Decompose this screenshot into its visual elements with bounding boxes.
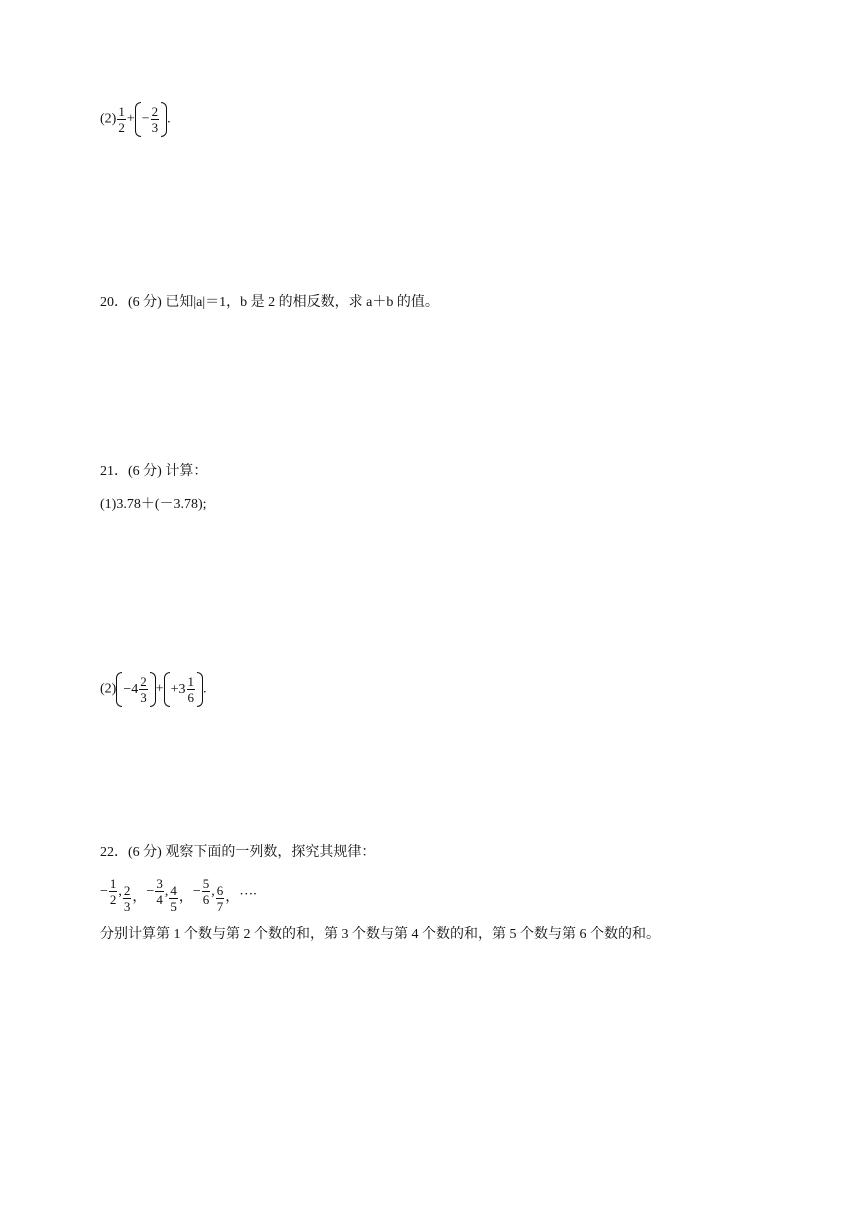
sequence-term: $\frac{6}{7}$ ， [216,882,240,914]
q19-paren-group: − $\frac{2}{3}$ [135,102,167,137]
q21-op: + [155,681,164,697]
q19-part2-label: (2) [100,111,117,127]
q19-fraction-1: $\frac{1}{2}$ [118,104,125,135]
sequence-term: $\frac{4}{5}$ ， [170,882,193,914]
sequence-term: − $\frac{5}{6}$ , [192,876,215,907]
q19-plus: + [126,111,135,127]
sequence-fraction: $\frac{6}{7}$ [216,882,224,914]
q21-term1-paren [116,672,155,707]
q21-term2-paren [164,672,203,707]
q22-task: 分别计算第 1 个数与第 2 个数的和，第 3 个数与第 4 个数的和，第 5 个数与第 6 个数的和。 [100,927,660,942]
q19-fraction-2: $\frac{2}{3}$ [151,104,159,135]
sequence-fraction: $\frac{3}{4}$ [156,876,163,907]
q21-mixed-number-1: − 4 $\frac{2}{3}$ [123,674,147,705]
q22-sequence [100,876,257,914]
q21-part1: (1)3.78＋(－3.78); [100,497,207,512]
q21-part2-label: (2) [100,681,117,697]
q22-header: 22．(6 分) 观察下面的一列数，探究其规律： [100,845,376,860]
q20-text: 20．(6 分) 已知|a|＝1，b 是 2 的相反数，求 a＋b 的值。 [100,295,439,310]
sequence-term: $\frac{2}{3}$ ， [123,882,147,914]
sequence-fraction: $\frac{2}{3}$ [123,882,131,914]
sequence-ellipsis: …. [239,883,257,899]
q19-part2: (2) $\frac{1}{2}$ + − $\frac{2}{3}$ . [100,104,171,135]
q21-header: 21．(6 分) 计算： [100,464,208,479]
sequence-fraction: $\frac{5}{6}$ [202,876,210,907]
q21-mixed-number-2: + 3 $\frac{1}{6}$ [170,674,195,705]
sequence-fraction: $\frac{4}{5}$ [170,882,177,914]
sequence-term: − $\frac{1}{2}$ , [100,876,122,907]
sequence-term: − $\frac{3}{4}$ , [146,876,169,907]
sequence-fraction: $\frac{1}{2}$ [109,876,117,907]
q21-part2: (2) − 4 $\frac{2}{3}$ + + 3 $\frac{1}{6}$ . [100,674,207,705]
